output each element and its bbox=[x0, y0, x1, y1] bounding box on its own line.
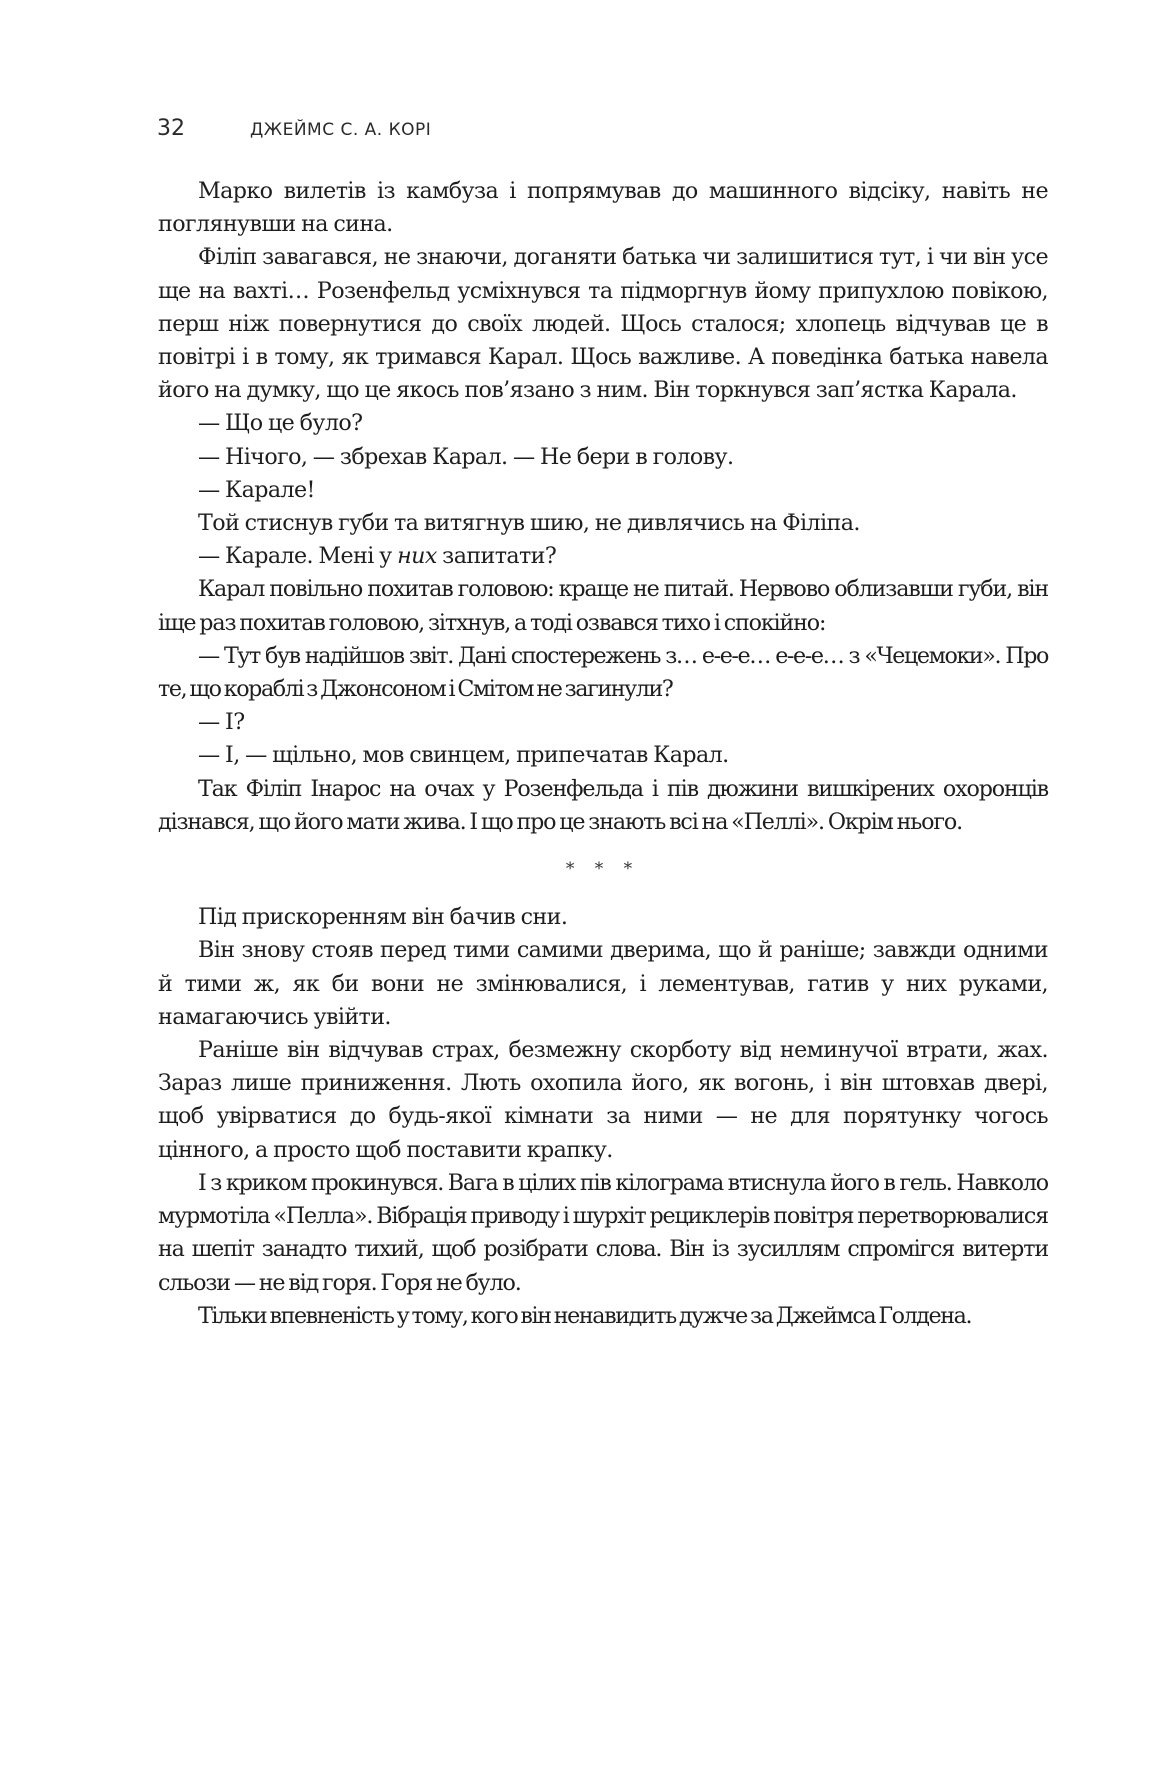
page-number: 32 bbox=[157, 116, 185, 141]
dialog-line bbox=[158, 540, 1048, 573]
paragraph: Філіп завагався, не знаючи, доганяти батька чи залишитися тут, і чи він усе ще на вахті… Розенфельд усміхнувся та підморгнув йому припухлою повікою, перш ніж повернутися до своїх людей. Щось сталося; хлопець відчував це в повітрі і в тому, як тримався Карал. Щось важливе. А поведінка батька навела його на думку, що це якось пов’язано з ним. Він торкнувся зап’ястка Карала. bbox=[158, 244, 1048, 404]
paragraph: Раніше він відчував страх, безмежну скорботу від неминучої втрати, жах. Зараз лише приниження. Лють охопила його, як вогонь, і він штовхав двері, щоб увірватися до будь-якої кімнати за ними — не для порятунку чогось цінного, а просто щоб поставити крапку. bbox=[158, 1037, 1048, 1163]
emphasis-text: них bbox=[397, 543, 437, 570]
paragraph: Карал повільно похитав головою: краще не питай. Нервово облизавши губи, він іще раз похитав головою, зітхнув, а тоді озвався тихо і спокійно: bbox=[158, 576, 1048, 636]
running-head bbox=[157, 116, 431, 141]
section-break: * * * bbox=[565, 859, 641, 880]
dialog-line: — І? bbox=[198, 709, 245, 736]
dialog-line: — Карале! bbox=[198, 476, 315, 503]
dialog-line: — Що це було? bbox=[198, 410, 363, 437]
dialog-line: — Нічого, — збрехав Карал. — Не бери в голову. bbox=[198, 443, 734, 470]
paragraph: Під прискоренням він бачив сни. bbox=[198, 904, 568, 931]
paragraph: Так Філіп Інарос на очах у Розенфельда і пів дюжини вишкірених охоронців дізнався, що його мати жива. І що про це знають всі на «Пеллі». Окрім нього. bbox=[158, 775, 1048, 835]
dialog-line: — Тут був надійшов звіт. Дані спостережень з… е-е-е… е-е-е… з «Чецемоки». Про те, що кораблі з Джонсоном і Смітом не загинули? bbox=[158, 642, 1048, 703]
paragraph: І з криком прокинувся. Вага в цілих пів кілограма втиснула його в гель. Навколо мурмотіла «Пелла». Вібрація приводу і шурхіт рециклерів повітря перетворювалися на шепіт занадто тихий, щоб розібрати слова. Він із зусиллям спромігся витерти сльози — не від горя. Горя не було. bbox=[158, 1169, 1048, 1296]
running-head-author: ДЖЕЙМС С. А. КОРІ bbox=[250, 120, 432, 140]
paragraph: Він знову стояв перед тими самими дверима, що й раніше; завжди одними й тими ж, як би вони не змінювалися, і лементував, гатив у них руками, намагаючись увійти. bbox=[158, 937, 1048, 1030]
paragraph: Марко вилетів із камбуза і попрямував до машинного відсіку, навіть не поглянувши на сина. bbox=[158, 178, 1048, 238]
dialog-text: — Карале. Мені у bbox=[198, 543, 398, 570]
paragraph: Тільки впевненість у тому, кого він ненавидить дужче за Джеймса Голдена. bbox=[198, 1302, 972, 1329]
paragraph: Той стиснув губи та витягнув шию, не дивлячись на Філіпа. bbox=[198, 510, 860, 537]
dialog-line: — І, — щільно, мов свинцем, припечатав Карал. bbox=[198, 742, 729, 769]
dialog-text: запитати? bbox=[436, 543, 557, 570]
body-text bbox=[158, 175, 1048, 1333]
